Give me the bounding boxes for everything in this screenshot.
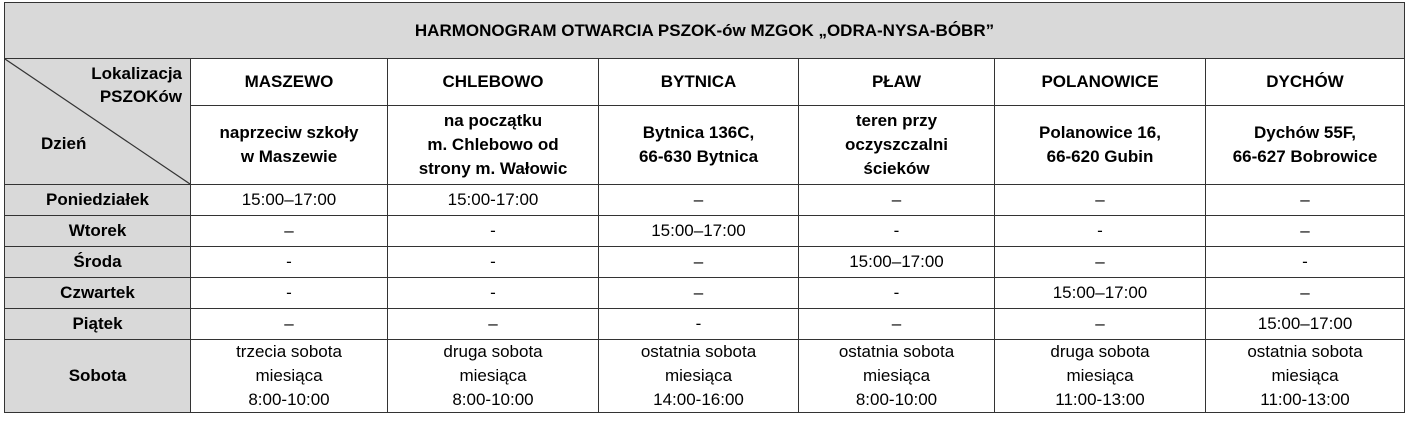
location-address: naprzeciw szkoły w Maszewie: [191, 106, 388, 185]
day-header-label: Dzień: [41, 134, 87, 153]
location-name: POLANOWICE: [995, 59, 1206, 106]
hours-cell: –: [1206, 278, 1405, 309]
table-title: HARMONOGRAM OTWARCIA PSZOK-ów MZGOK „ODRA-NYSA-BÓBR”: [5, 3, 1405, 59]
saturday-cell: ostatnia sobota miesiąca 8:00-10:00: [799, 340, 995, 413]
hours-cell: –: [799, 309, 995, 340]
location-header-label: Lokalizacja PSZOKów: [91, 64, 182, 106]
hours-cell: –: [191, 216, 388, 247]
location-name: CHLEBOWO: [388, 59, 599, 106]
day-label: Poniedziałek: [5, 185, 191, 216]
hours-cell: –: [599, 185, 799, 216]
hours-cell: 15:00–17:00: [799, 247, 995, 278]
hours-cell: 15:00–17:00: [599, 216, 799, 247]
hours-cell: –: [995, 309, 1206, 340]
schedule-table: [4, 2, 1405, 413]
table-row: [5, 309, 1405, 340]
location-address: Polanowice 16, 66-620 Gubin: [995, 106, 1206, 185]
hours-cell: -: [995, 216, 1206, 247]
hours-cell: –: [388, 309, 599, 340]
hours-cell: -: [799, 216, 995, 247]
day-label: Środa: [5, 247, 191, 278]
hours-cell: –: [995, 185, 1206, 216]
day-label: Piątek: [5, 309, 191, 340]
hours-cell: -: [388, 278, 599, 309]
location-address: teren przy oczyszczalni ścieków: [799, 106, 995, 185]
hours-cell: -: [388, 247, 599, 278]
hours-cell: -: [1206, 247, 1405, 278]
hours-cell: –: [995, 247, 1206, 278]
location-address: Bytnica 136C, 66-630 Bytnica: [599, 106, 799, 185]
hours-cell: 15:00-17:00: [388, 185, 599, 216]
day-label: Sobota: [5, 340, 191, 413]
hours-cell: –: [799, 185, 995, 216]
location-name: BYTNICA: [599, 59, 799, 106]
day-label: Czwartek: [5, 278, 191, 309]
day-label: Wtorek: [5, 216, 191, 247]
hours-cell: –: [1206, 216, 1405, 247]
saturday-cell: trzecia sobota miesiąca 8:00-10:00: [191, 340, 388, 413]
location-name: MASZEWO: [191, 59, 388, 106]
location-address: Dychów 55F, 66-627 Bobrowice: [1206, 106, 1405, 185]
hours-cell: -: [799, 278, 995, 309]
hours-cell: 15:00–17:00: [995, 278, 1206, 309]
hours-cell: -: [388, 216, 599, 247]
saturday-cell: druga sobota miesiąca 11:00-13:00: [995, 340, 1206, 413]
saturday-cell: ostatnia sobota miesiąca 11:00-13:00: [1206, 340, 1405, 413]
location-name: PŁAW: [799, 59, 995, 106]
hours-cell: –: [191, 309, 388, 340]
location-address: na początku m. Chlebowo od strony m. Wałowic: [388, 106, 599, 185]
hours-cell: 15:00–17:00: [1206, 309, 1405, 340]
table-row: [5, 216, 1405, 247]
hours-cell: –: [599, 278, 799, 309]
table-row: [5, 278, 1405, 309]
table-row: [5, 340, 1405, 413]
hours-cell: –: [1206, 185, 1405, 216]
saturday-cell: ostatnia sobota miesiąca 14:00-16:00: [599, 340, 799, 413]
table-row: [5, 247, 1405, 278]
hours-cell: -: [599, 309, 799, 340]
hours-cell: -: [191, 278, 388, 309]
hours-cell: –: [599, 247, 799, 278]
location-name: DYCHÓW: [1206, 59, 1405, 106]
corner-header: [5, 59, 191, 185]
hours-cell: 15:00–17:00: [191, 185, 388, 216]
table-row: [5, 185, 1405, 216]
hours-cell: -: [191, 247, 388, 278]
saturday-cell: druga sobota miesiąca 8:00-10:00: [388, 340, 599, 413]
